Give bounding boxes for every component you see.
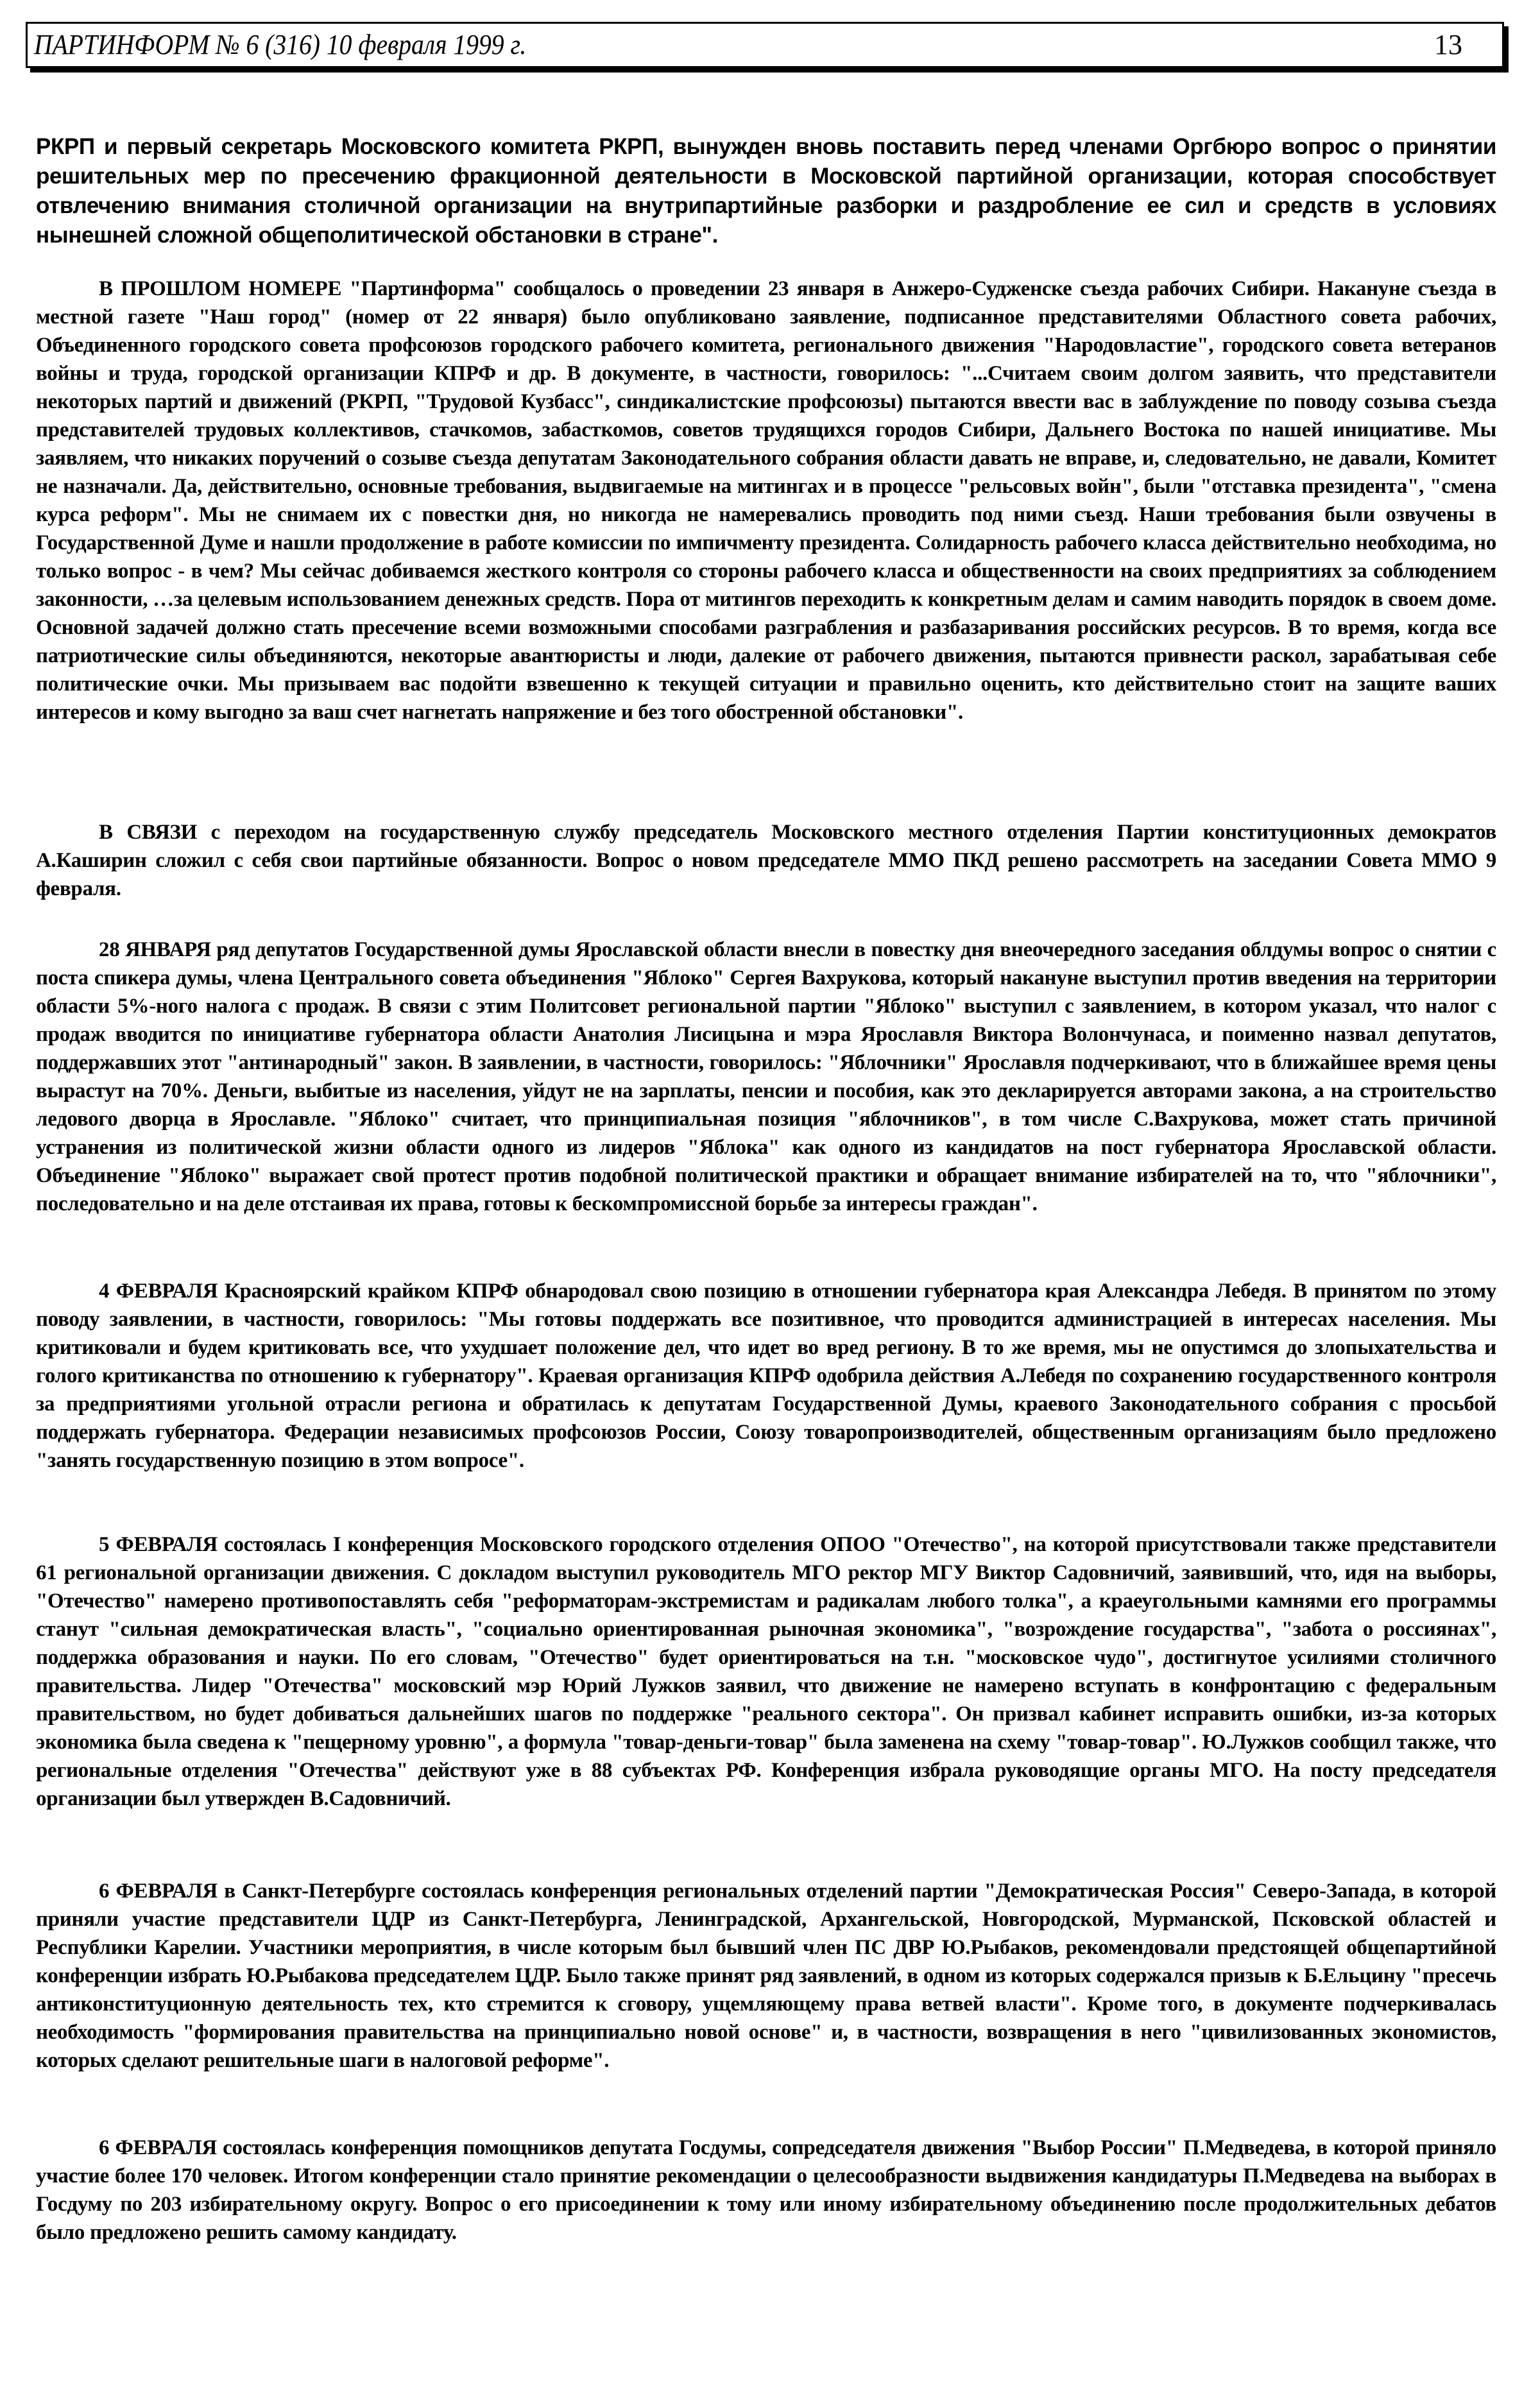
paragraph-text: РКРП и первый секретарь Московского комитета РКРП, вынужден вновь поставить перед членами Оргбюро вопрос о принятии решительных мер по пресечению фракционной деятельности в Московской партийной организации, которая способствует отвлечению внимания столичной организации на внутрипартийные разборки и раздробление ее сил и средств в условиях нынешней сложной общеполитической обстановки в стране". <box>36 134 1496 248</box>
news-item-anzhero-sudzhensk <box>36 275 1496 726</box>
news-lead: 6 ФЕВРАЛЯ <box>99 1880 218 1903</box>
news-item-yaroslavl <box>36 936 1496 1218</box>
news-item-pkd <box>36 818 1496 903</box>
news-text: "Партинформа" сообщалось о проведении 23 января в Анжеро-Судженске съезда рабочих Сибири. Накануне съезда в местной газете "Наш город" (номер от 22 января) было опубликовано заявление, подписанное представителями Областного совета рабочих, Объединенного городского совета профсоюзов городского рабочего комитета, регионального движения "Народовластие", городского совета ветеранов войны и труда, городской организации КПРФ и др. В документе, в частности, говорилось: "...Считаем своим долгом заявить, что представители некоторых партий и движений (РКРП, "Трудовой Кузбасс", синдикалистские профсоюзы) пытаются ввести вас в заблуждение по поводу созыва съезда представителей трудовых коллективов, стачкомов, забасткомов, советов трудящихся городов Сибири, Дальнего Востока по нашей инициативе. Мы заявляем, что никаких поручений о созыве съезда депутатам Законодательного собрания области давать не вправе, и, следовательно, не давали, Комитет не назначали. Да, действительно, основные требования, выдвигаемые на митингах и в процессе "рельсовых войн", были "отставка президента", "смена курса реформ". Мы не снимаем их с повестки дня, но никогда не намеревались проводить под ними съезд. Наши требования были озвучены в Государственной Думе и нашли продолжение в работе комиссии по импичменту президента. Солидарность рабочего класса действительно необходима, но только вопрос - в чем? Мы сейчас добиваемся жесткого контроля со стороны рабочего класса и общественности на своих предприятиях за соблюдением законности, …за целевым использованием денежных средств. Пора от митингов переходить к конкретным делам и самим наводить порядок в своем доме. Основной задачей должно стать пресечение всеми возможными способами разграбления и разбазаривания российских ресурсов. В то время, когда все патриотические силы объединяются, некоторые авантюристы и люди, далекие от рабочего движения, пытаются привнести раскол, зарабатывая себе политические очки. Мы призываем вас подойти взвешенно к текущей ситуации и правильно оценить, кто действительно стоит на защите ваших интересов и кому выгодно за ваш счет нагнетать напряжение и без того обостренной обстановки". <box>36 277 1496 724</box>
news-lead: В СВЯЗИ <box>99 821 197 844</box>
news-lead: В ПРОШЛОМ НОМЕРЕ <box>99 277 342 300</box>
news-lead: 5 ФЕВРАЛЯ <box>99 1533 218 1556</box>
news-text: состоялась I конференция Московского городского отделения ОПОО "Отечество", на которой присутствовали также представители 61 региональной организации движения. С докладом выступил руководитель МГО ректор МГУ Виктор Садовничий, заявивший, что, идя на выборы, "Отечество" намерено противопоставлять себя "реформаторам-экстремистам и радикалам любого толка", а краеугольными камнями его программы станут "сильная демократическая власть", "социально ориентированная рыночная экономика", "возрождение государства", "забота о россиянах", поддержка образования и науки. По его словам, "Отечество" будет ориентироваться на т.н. "московское чудо", достигнутое усилиями столичного правительства. Лидер "Отечества" московский мэр Юрий Лужков заявил, что движение не намерено вступать в конфронтацию с федеральным правительством, но будет добиваться дальнейших шагов по поддержке "реального сектора". Он призвал кабинет исправить ошибки, из-за которых экономика была сведена к "пещерному уровню", а формула "товар-деньги-товар" была заменена на схему "товар-товар". Ю.Лужков сообщил также, что региональные отделения "Отечества" действуют уже в 88 субъектах РФ. Конференция избрала руководящие органы МГО. На посту председателя организации был утвержден В.Садовничий. <box>36 1533 1496 1810</box>
news-text: Красноярский крайком КПРФ обнародовал свою позицию в отношении губернатора края Александра Лебедя. В принятом по этому поводу заявлении, в частности, говорилось: "Мы готовы поддержать все позитивное, что проводится администрацией в интересах населения. Мы критиковали и будем критиковать все, что ухудшает положение дел, что идет во вред региону. В то же время, мы не опустимся до злопыхательства и голого критиканства по отношению к губернатору". Краевая организация КПРФ одобрила действия А.Лебедя по сохранению государственного контроля за предприятиями угольной отрасли региона и обратилась к депутатам Государственной Думы, краевого Законодательного собрания с просьбой поддержать губернатора. Федерации независимых профсоюзов России, Союзу товаропроизводителей, общественным организациям было предложено "занять государственную позицию в этом вопросе". <box>36 1280 1496 1472</box>
news-text: в Санкт-Петербурге состоялась конференция региональных отделений партии "Демократическая Россия" Северо-Запада, в которой приняли участие представители ЦДР из Санкт-Петербурга, Ленинградской, Архангельской, Новгородской, Мурманской, Псковской областей и Республики Карелии. Участники мероприятия, в числе которым был бывший член ПС ДВР Ю.Рыбаков, рекомендовали предстоящей общепартийной конференции избрать Ю.Рыбакова председателем ЦДР. Было также принят ряд заявлений, в одном из которых содержался призыв к Б.Ельцину "пресечь антиконституционную деятельность тех, кто стремится к сговору, ущемляющему права ветвей власти". Кроме того, в документе подчеркивалась необходимость "формирования правительства на принципиально новой основе" и, в частности, возвращения в него "цивилизованных экономистов, которых сделают решительные шаги в налоговой реформе". <box>36 1880 1496 2072</box>
news-item-krasnoyarsk <box>36 1277 1496 1475</box>
news-item-otechestvo <box>36 1530 1496 1813</box>
news-text: состоялась конференция помощников депутата Госдумы, сопредседателя движения "Выбор России" П.Медведева, в которой приняло участие более 170 человек. Итогом конференции стало принятие рекомендации о целесообразности выдвижения кандидатуры П.Медведева на выборах в Госдуму по 203 избирательному округу. Вопрос о его присоединении к тому или иному избирательному объединению после продолжительных дебатов было предложено решить самому кандидату. <box>36 2136 1496 2244</box>
page-header <box>26 22 1504 68</box>
publication-title: ПАРТИНФОРМ № 6 (316) 10 февраля 1999 г. <box>34 29 527 60</box>
news-text: с переходом на государственную службу председатель Московского местного отделения Партии конституционных демократов А.Каширин сложил с себя свои партийные обязанности. Вопрос о новом председателе ММО ПКД решено рассмотреть на заседании Совета ММО 9 февраля. <box>36 821 1496 900</box>
paragraph-rkrp-continuation <box>36 132 1496 250</box>
news-lead: 4 ФЕВРАЛЯ <box>99 1280 218 1303</box>
news-lead: 6 ФЕВРАЛЯ <box>99 2136 217 2159</box>
news-item-demrossiya <box>36 1877 1496 2075</box>
page-number: 13 <box>1434 29 1462 60</box>
news-lead: 28 ЯНВАРЯ <box>99 938 211 961</box>
news-text: ряд депутатов Государственной думы Ярославской области внесли в повестку дня внеочередного заседания облдумы вопрос о снятии с поста спикера думы, члена Центрального совета объединения "Яблоко" Сергея Вахрукова, который накануне выступил против введения на территории области 5%-ного налога с продаж. В связи с этим Политсовет региональной партии "Яблоко" выступил с заявлением, в котором указал, что налог с продаж вводится по инициативе губернатора области Анатолия Лисицына и мэра Ярославля Виктора Волончунаса, и поименно назвал депутатов, поддержавших этот "антинародный" закон. В заявлении, в частности, говорилось: "Яблочники" Ярославля подчеркивают, что в ближайшее время цены вырастут на 70%. Деньги, выбитые из населения, уйдут не на зарплаты, пенсии и пособия, как это декларируется авторами закона, а на строительство ледового дворца в Ярославле. "Яблоко" считает, что принципиальная позиция "яблочников", в том числе С.Вахрукова, может стать причиной устранения из политической жизни области одного из лидеров "Яблока" как одного из кандидатов на пост губернатора Ярославской области. Объединение "Яблоко" выражает свой протест против подобной политической практики и обращает внимание избирателей на то, что "яблочники", последовательно и на деле отстаивая их права, готовы к бескомпромиссной борьбе за интересы граждан". <box>36 938 1496 1215</box>
news-item-medvedev <box>36 2134 1496 2247</box>
